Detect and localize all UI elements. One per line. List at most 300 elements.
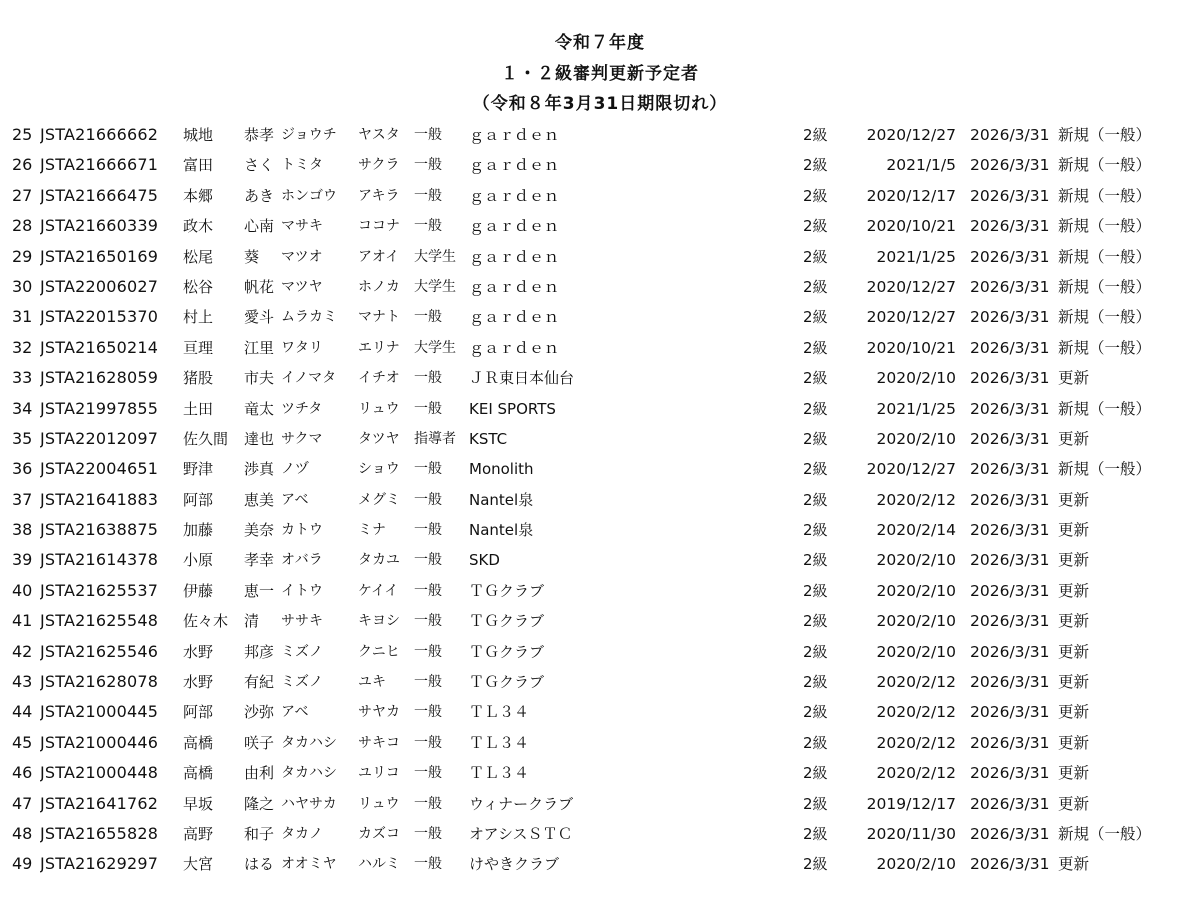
club-name: ＴＧクラブ [469, 673, 545, 692]
given-name: 隆之 [244, 794, 275, 813]
acquired-date: 2020/2/10 [876, 369, 956, 388]
category: 一般 [414, 522, 442, 539]
surname: 佐々木 [183, 612, 229, 631]
club-name: オアシスＳＴＣ [469, 824, 573, 843]
club-name: ｇａｒｄｅｎ [469, 277, 560, 296]
given-name-kana: アオイ [358, 248, 400, 265]
row-number: 45 [12, 732, 33, 752]
table-row [0, 789, 1200, 819]
referee-grade: 2級 [803, 673, 828, 692]
category: 一般 [414, 734, 442, 751]
registration-type: 更新 [1058, 369, 1090, 388]
acquired-date: 2020/2/10 [876, 551, 956, 570]
expiry-date: 2026/3/31 [970, 247, 1050, 266]
surname: 伊藤 [183, 581, 214, 600]
registration-type: 新規（一般） [1058, 217, 1152, 236]
given-name-kana: サヤカ [358, 704, 400, 721]
table-row [0, 667, 1200, 697]
row-number: 31 [12, 307, 33, 327]
given-name: 咲子 [244, 733, 275, 752]
surname-kana: ハヤサカ [281, 795, 337, 812]
document-title: １・２級審判更新予定者 [501, 64, 699, 84]
member-id: JSTA21638875 [40, 520, 159, 540]
member-id: JSTA21625548 [40, 611, 159, 631]
acquired-date: 2020/12/27 [866, 277, 956, 296]
surname: 松尾 [183, 247, 214, 266]
given-name-kana: ココナ [358, 218, 400, 235]
expiry-date: 2026/3/31 [970, 460, 1050, 479]
referee-grade: 2級 [803, 186, 828, 205]
category: 一般 [414, 613, 442, 630]
given-name-kana: サクラ [358, 157, 400, 174]
given-name-kana: ユリコ [358, 765, 400, 782]
surname: 城地 [183, 126, 214, 144]
given-name-kana: アキラ [358, 187, 400, 204]
table-row [0, 181, 1200, 211]
registration-type: 更新 [1058, 581, 1090, 600]
registration-type: 新規（一般） [1058, 460, 1152, 479]
referee-grade: 2級 [803, 733, 828, 752]
row-number: 27 [12, 185, 33, 205]
surname-kana: サクマ [281, 430, 323, 447]
row-number: 39 [12, 550, 33, 570]
row-number: 25 [12, 125, 33, 144]
referee-grade: 2級 [803, 399, 828, 418]
member-id: JSTA21666475 [40, 185, 159, 205]
row-number: 28 [12, 216, 33, 236]
given-name-kana: タカユ [358, 552, 400, 569]
given-name: あき [244, 186, 275, 205]
table-row [0, 272, 1200, 302]
given-name: 美奈 [244, 521, 275, 540]
member-id: JSTA21628078 [40, 672, 159, 692]
category: 一般 [414, 370, 442, 387]
given-name-kana: カズコ [358, 825, 400, 842]
surname-kana: ノヅ [281, 461, 309, 478]
club-name: KEI SPORTS [469, 399, 556, 418]
table-row [0, 302, 1200, 332]
category: 一般 [414, 856, 442, 873]
table-row [0, 485, 1200, 515]
row-number: 46 [12, 763, 33, 783]
registration-type: 新規（一般） [1058, 126, 1152, 144]
surname-kana: オオミヤ [281, 856, 337, 873]
club-name: ｇａｒｄｅｎ [469, 217, 560, 236]
referee-grade: 2級 [803, 308, 828, 327]
given-name-kana: ユキ [358, 674, 386, 691]
row-number: 38 [12, 520, 33, 540]
document-title-year: 令和７年度 [555, 33, 645, 53]
category: 一般 [414, 461, 442, 478]
member-id: JSTA21628059 [40, 368, 159, 388]
surname: 村上 [183, 308, 214, 327]
row-number: 30 [12, 276, 33, 296]
row-number: 29 [12, 246, 33, 266]
surname: 水野 [183, 642, 214, 661]
surname-kana: タカノ [281, 825, 323, 842]
registration-type: 更新 [1058, 794, 1090, 813]
surname-kana: ジョウチ [281, 127, 337, 143]
club-name: ｇａｒｄｅｎ [469, 247, 560, 266]
given-name-kana: リュウ [358, 400, 400, 417]
given-name-kana: メグミ [358, 491, 400, 508]
table-row [0, 150, 1200, 180]
acquired-date: 2021/1/25 [876, 247, 956, 266]
surname: 土田 [183, 399, 214, 418]
category: 大学生 [414, 248, 456, 265]
surname: 阿部 [183, 490, 214, 509]
expiry-date: 2026/3/31 [970, 855, 1050, 874]
registration-type: 新規（一般） [1058, 156, 1152, 175]
registration-type: 新規（一般） [1058, 186, 1152, 205]
row-number: 33 [12, 368, 33, 388]
surname: 水野 [183, 673, 214, 692]
given-name: 沙弥 [244, 703, 275, 722]
member-id: JSTA21997855 [40, 398, 159, 418]
referee-grade: 2級 [803, 642, 828, 661]
referee-grade: 2級 [803, 247, 828, 266]
given-name-kana: ケイイ [358, 582, 399, 599]
registration-type: 新規（一般） [1058, 399, 1152, 418]
surname-kana: アベ [281, 491, 309, 508]
given-name: 心南 [244, 217, 275, 236]
surname-kana: ミズノ [281, 674, 323, 691]
acquired-date: 2021/1/25 [876, 399, 956, 418]
referee-grade: 2級 [803, 156, 828, 175]
acquired-date: 2020/12/17 [866, 186, 956, 205]
acquired-date: 2020/2/10 [876, 612, 956, 631]
surname-kana: タカハシ [281, 734, 337, 751]
acquired-date: 2020/2/12 [876, 490, 956, 509]
surname-kana: イトウ [281, 582, 323, 599]
surname: 本郷 [183, 186, 214, 205]
referee-grade: 2級 [803, 703, 828, 722]
surname-kana: ワタリ [281, 339, 323, 356]
expiry-date: 2026/3/31 [970, 764, 1050, 783]
table-row [0, 849, 1200, 879]
given-name: 恵美 [244, 490, 275, 509]
given-name: 由利 [244, 764, 275, 783]
given-name-kana: ホノカ [358, 278, 400, 295]
surname: 大宮 [183, 855, 214, 874]
registration-type: 更新 [1058, 673, 1090, 692]
table-row [0, 758, 1200, 788]
club-name: Monolith [469, 460, 534, 479]
referee-grade: 2級 [803, 126, 828, 144]
member-id: JSTA21666662 [40, 125, 159, 144]
given-name: はる [244, 855, 275, 874]
surname-kana: トミタ [281, 157, 323, 174]
table-row [0, 576, 1200, 606]
surname: 小原 [183, 551, 214, 570]
surname-kana: ツチタ [281, 400, 323, 417]
category: 大学生 [414, 339, 456, 356]
member-id: JSTA21629297 [40, 854, 159, 874]
acquired-date: 2020/10/21 [866, 217, 956, 236]
club-name: ｇａｒｄｅｎ [469, 156, 560, 175]
given-name: 帆花 [244, 277, 275, 296]
surname-kana: アベ [281, 704, 309, 721]
referee-grade: 2級 [803, 581, 828, 600]
expiry-date: 2026/3/31 [970, 551, 1050, 570]
registration-type: 更新 [1058, 642, 1090, 661]
given-name-kana: マナト [358, 309, 400, 326]
registration-type: 更新 [1058, 429, 1090, 448]
expiry-date: 2026/3/31 [970, 126, 1050, 144]
given-name: 渉真 [244, 460, 275, 479]
expiry-date: 2026/3/31 [970, 217, 1050, 236]
club-name: ＴＬ３４ [469, 764, 530, 783]
expiry-date: 2026/3/31 [970, 399, 1050, 418]
category: 一般 [414, 765, 442, 782]
referee-grade: 2級 [803, 460, 828, 479]
member-id: JSTA21650169 [40, 246, 159, 266]
table-row [0, 333, 1200, 363]
table-row [0, 697, 1200, 727]
surname: 阿部 [183, 703, 214, 722]
member-id: JSTA21650214 [40, 337, 159, 357]
expiry-date: 2026/3/31 [970, 642, 1050, 661]
registration-type: 更新 [1058, 551, 1090, 570]
given-name: 恭孝 [244, 126, 275, 144]
acquired-date: 2020/10/21 [866, 338, 956, 357]
member-id: JSTA21000446 [40, 732, 159, 752]
referee-grade: 2級 [803, 824, 828, 843]
surname-kana: マツオ [281, 248, 323, 265]
given-name: 達也 [244, 429, 275, 448]
row-number: 44 [12, 702, 33, 722]
referee-grade: 2級 [803, 217, 828, 236]
expiry-date: 2026/3/31 [970, 490, 1050, 509]
acquired-date: 2020/2/12 [876, 673, 956, 692]
given-name-kana: キヨシ [358, 613, 400, 630]
given-name-kana: ハルミ [358, 856, 400, 873]
acquired-date: 2019/12/17 [866, 794, 956, 813]
given-name: 有紀 [244, 673, 275, 692]
given-name-kana: ミナ [358, 522, 386, 539]
surname: 佐久間 [183, 429, 229, 448]
expiry-date: 2026/3/31 [970, 369, 1050, 388]
given-name: 市夫 [244, 369, 275, 388]
registration-type: 更新 [1058, 764, 1090, 783]
row-number: 36 [12, 459, 33, 479]
club-name: ＪＲ東日本仙台 [469, 369, 575, 388]
row-number: 42 [12, 641, 33, 661]
member-id: JSTA21641762 [40, 793, 159, 813]
category: 一般 [414, 825, 442, 842]
given-name-kana: エリナ [358, 339, 400, 356]
registration-type: 新規（一般） [1058, 308, 1152, 327]
row-number: 35 [12, 428, 33, 448]
surname-kana: イノマタ [281, 370, 337, 387]
surname-kana: タカハシ [281, 765, 337, 782]
registration-type: 更新 [1058, 612, 1090, 631]
registration-type: 更新 [1058, 855, 1090, 874]
surname: 加藤 [183, 521, 214, 540]
expiry-date: 2026/3/31 [970, 308, 1050, 327]
member-id: JSTA21625546 [40, 641, 159, 661]
given-name-kana: サキコ [358, 734, 400, 751]
surname: 猪股 [183, 369, 214, 388]
referee-grade: 2級 [803, 277, 828, 296]
category: 指導者 [414, 430, 456, 447]
category: 一般 [414, 218, 442, 235]
expiry-date: 2026/3/31 [970, 673, 1050, 692]
row-number: 43 [12, 672, 33, 692]
category: 一般 [414, 582, 442, 599]
acquired-date: 2020/2/10 [876, 581, 956, 600]
category: 一般 [414, 552, 442, 569]
registration-type: 新規（一般） [1058, 338, 1152, 357]
member-id: JSTA21660339 [40, 216, 159, 236]
member-id: JSTA21655828 [40, 823, 159, 843]
surname: 早坂 [183, 794, 214, 813]
member-id: JSTA22015370 [40, 307, 159, 327]
acquired-date: 2020/2/12 [876, 764, 956, 783]
expiry-date: 2026/3/31 [970, 186, 1050, 205]
club-name: Nantel泉 [469, 490, 534, 509]
referee-grade: 2級 [803, 521, 828, 540]
acquired-date: 2020/2/12 [876, 703, 956, 722]
category: 一般 [414, 643, 442, 660]
table-row [0, 120, 1200, 150]
category: 一般 [414, 127, 442, 143]
document-subtitle-expiry: （令和８年3月31日期限切れ） [472, 94, 728, 114]
category: 一般 [414, 795, 442, 812]
table-row [0, 424, 1200, 454]
given-name: 邦彦 [244, 642, 275, 661]
club-name: SKD [469, 551, 500, 570]
surname: 松谷 [183, 277, 214, 296]
surname: 高野 [183, 824, 214, 843]
given-name: 愛斗 [244, 308, 275, 327]
club-name: ｇａｒｄｅｎ [469, 338, 560, 357]
table-row [0, 637, 1200, 667]
given-name-kana: イチオ [358, 370, 400, 387]
acquired-date: 2021/1/5 [886, 156, 956, 175]
row-number: 37 [12, 489, 33, 509]
row-number: 41 [12, 611, 33, 631]
member-id: JSTA22012097 [40, 428, 159, 448]
surname: 高橋 [183, 764, 214, 783]
referee-grade: 2級 [803, 490, 828, 509]
club-name: ＴＬ３４ [469, 703, 530, 722]
member-id: JSTA21666671 [40, 155, 159, 175]
expiry-date: 2026/3/31 [970, 429, 1050, 448]
category: 一般 [414, 309, 442, 326]
referee-grade: 2級 [803, 369, 828, 388]
table-row [0, 211, 1200, 241]
expiry-date: 2026/3/31 [970, 824, 1050, 843]
referee-grade: 2級 [803, 338, 828, 357]
row-number: 32 [12, 337, 33, 357]
surname: 政木 [183, 217, 214, 236]
table-row [0, 728, 1200, 758]
surname-kana: ミズノ [281, 643, 323, 660]
registration-type: 更新 [1058, 521, 1090, 540]
table-row [0, 242, 1200, 272]
referee-grade: 2級 [803, 429, 828, 448]
club-name: ウィナークラブ [469, 794, 574, 813]
given-name: 孝幸 [244, 551, 275, 570]
acquired-date: 2020/12/27 [866, 460, 956, 479]
row-number: 40 [12, 580, 33, 600]
given-name-kana: ショウ [358, 461, 400, 478]
expiry-date: 2026/3/31 [970, 794, 1050, 813]
surname-kana: ササキ [281, 613, 323, 630]
category: 一般 [414, 704, 442, 721]
surname-kana: オバラ [281, 552, 323, 569]
member-id: JSTA21000448 [40, 763, 159, 783]
category: 一般 [414, 157, 442, 174]
club-name: ｇａｒｄｅｎ [469, 186, 560, 205]
expiry-date: 2026/3/31 [970, 733, 1050, 752]
surname: 野津 [183, 460, 214, 479]
acquired-date: 2020/2/14 [876, 521, 956, 540]
table-row [0, 394, 1200, 424]
registration-type: 新規（一般） [1058, 824, 1152, 843]
member-id: JSTA21641883 [40, 489, 159, 509]
given-name-kana: タツヤ [358, 430, 400, 447]
row-number: 34 [12, 398, 33, 418]
referee-list-table [0, 120, 1200, 880]
club-name: ｇａｒｄｅｎ [469, 308, 560, 327]
expiry-date: 2026/3/31 [970, 581, 1050, 600]
member-id: JSTA21000445 [40, 702, 159, 722]
given-name: 清 [244, 612, 260, 631]
expiry-date: 2026/3/31 [970, 521, 1050, 540]
surname-kana: ホンゴウ [281, 187, 337, 204]
acquired-date: 2020/2/12 [876, 733, 956, 752]
acquired-date: 2020/2/10 [876, 855, 956, 874]
category: 一般 [414, 187, 442, 204]
expiry-date: 2026/3/31 [970, 338, 1050, 357]
surname-kana: マサキ [281, 218, 323, 235]
registration-type: 更新 [1058, 703, 1090, 722]
given-name: 恵一 [244, 581, 275, 600]
expiry-date: 2026/3/31 [970, 156, 1050, 175]
member-id: JSTA22006027 [40, 276, 159, 296]
given-name-kana: クニヒ [358, 643, 400, 660]
registration-type: 更新 [1058, 490, 1090, 509]
acquired-date: 2020/12/27 [866, 126, 956, 144]
referee-grade: 2級 [803, 612, 828, 631]
given-name-kana: ヤスタ [358, 127, 400, 143]
row-number: 49 [12, 854, 33, 874]
given-name: 竜太 [244, 399, 275, 418]
category: 一般 [414, 491, 442, 508]
acquired-date: 2020/12/27 [866, 308, 956, 327]
table-row [0, 515, 1200, 545]
given-name: 江里 [244, 338, 275, 357]
category: 大学生 [414, 278, 456, 295]
surname: 亘理 [183, 338, 214, 357]
club-name: けやきクラブ [469, 855, 560, 874]
given-name: さく [244, 156, 275, 175]
member-id: JSTA22004651 [40, 459, 159, 479]
referee-grade: 2級 [803, 794, 828, 813]
club-name: ＴＧクラブ [469, 581, 545, 600]
table-row [0, 606, 1200, 636]
club-name: KSTC [469, 429, 508, 448]
category: 一般 [414, 400, 442, 417]
row-number: 48 [12, 823, 33, 843]
surname: 富田 [183, 156, 214, 175]
given-name: 葵 [244, 247, 260, 266]
given-name: 和子 [244, 824, 275, 843]
row-number: 47 [12, 793, 33, 813]
expiry-date: 2026/3/31 [970, 277, 1050, 296]
